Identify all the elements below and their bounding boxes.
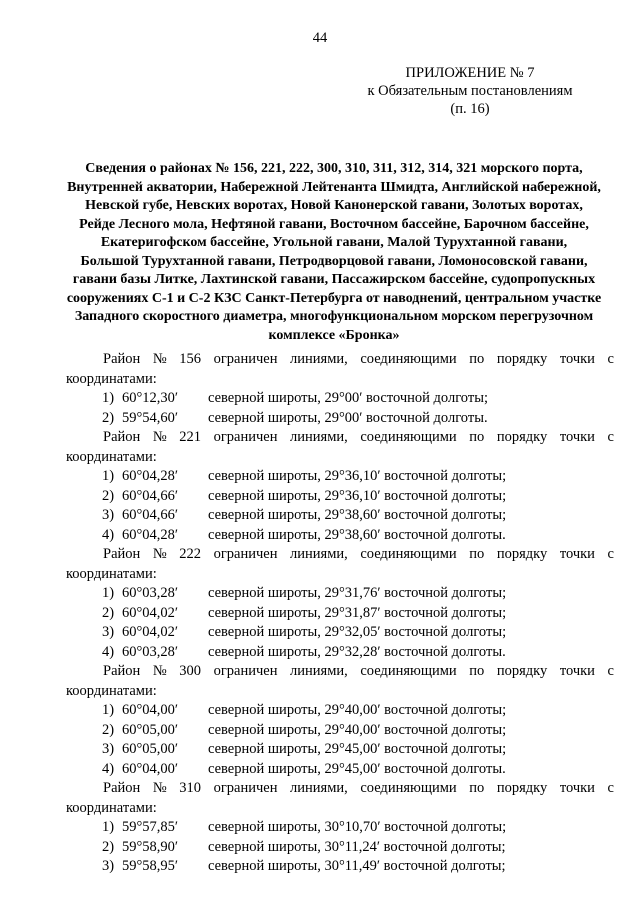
region-intro [66, 779, 614, 799]
region-label: Район [103, 351, 141, 367]
appendix-title: ПРИЛОЖЕНИЕ № 7 [405, 65, 535, 81]
intro-word: ограничен [213, 429, 278, 445]
region-sign: № [152, 663, 167, 679]
appendix-clause: (п. 16) [450, 101, 490, 117]
coordinate-point [66, 760, 614, 780]
point-number: 2) [102, 487, 115, 504]
point-number: 3) [102, 741, 115, 757]
intro-continuation: координатами: [66, 370, 157, 387]
intro-continuation: координатами: [66, 799, 157, 816]
intro-word: линиями, [290, 780, 348, 796]
title-line: гавани базы Литке, Лахтинской гавани, Пассажирском бассейне, судопропускных [72, 272, 596, 287]
point-number: 2) [102, 604, 115, 621]
page-number: 44 [312, 30, 328, 46]
point-number: 2) [102, 838, 115, 855]
intro-word: с [607, 780, 614, 796]
coordinate-point [66, 740, 614, 760]
region-intro [66, 350, 614, 370]
point-latitude: 60°04,00′ [122, 760, 179, 777]
intro-word: порядку [496, 429, 548, 445]
point-number: 2) [102, 409, 115, 426]
coordinate-point [66, 467, 614, 487]
title-line: Сведения о районах № 156, 221, 222, 300, 310, 311, 312, 314, 321 морского порта, [85, 161, 583, 176]
region-label: Район [103, 780, 141, 796]
point-description: северной широты, 29°36,10′ восточной долготы; [208, 487, 507, 504]
title-line: комплексе «Бронка» [268, 327, 400, 343]
coordinate-point [66, 857, 614, 877]
title-line: Рейде Лесного мола, Нефтяной гавани, Восточном бассейне, Барочном бассейне, [79, 216, 589, 232]
point-latitude: 59°57,85′ [122, 819, 179, 835]
point-number: 1) [102, 702, 115, 718]
intro-word: по [469, 429, 485, 445]
coordinate-point [66, 604, 614, 624]
intro-word: линиями, [290, 546, 348, 562]
intro-word: соединяющими [360, 351, 457, 367]
coordinate-point [66, 643, 614, 663]
intro-word: соединяющими [360, 663, 457, 679]
title-line: Большой Турухтанной гавани, Петродворцовой гавани, Ломоносовской гавани, [80, 253, 588, 269]
intro-word: ограничен [213, 351, 278, 367]
intro-word: по [469, 351, 485, 367]
point-description: северной широты, 30°10,70′ восточной долготы; [208, 819, 507, 835]
point-description: северной широты, 29°32,05′ восточной долготы; [208, 624, 507, 640]
region-intro [66, 662, 614, 682]
intro-word: по [469, 780, 485, 796]
point-description: северной широты, 29°36,10′ восточной долготы; [208, 468, 507, 484]
intro-word: соединяющими [360, 429, 457, 445]
point-description: северной широты, 29°31,76′ восточной долготы; [208, 585, 507, 601]
coordinate-point [66, 487, 614, 507]
intro-word: линиями, [290, 351, 348, 367]
region-label: Район [103, 429, 141, 445]
point-number: 1) [102, 468, 115, 484]
intro-word: ограничен [213, 663, 278, 679]
point-description: северной широты, 30°11,24′ восточной долготы; [208, 838, 506, 855]
coordinate-point [66, 838, 614, 858]
point-description: северной широты, 29°45,00′ восточной долготы. [208, 760, 506, 777]
point-latitude: 60°04,66′ [122, 507, 179, 523]
intro-continuation: координатами: [66, 448, 157, 465]
point-number: 1) [102, 585, 115, 601]
intro-word: с [607, 546, 614, 562]
region-number: 310 [179, 780, 201, 796]
coordinate-point [66, 584, 614, 604]
intro-word: точки [559, 780, 595, 796]
coordinate-point [66, 506, 614, 526]
intro-word: соединяющими [360, 780, 457, 796]
point-description: северной широты, 29°32,28′ восточной долготы. [208, 643, 506, 660]
point-number: 1) [102, 819, 115, 835]
region-number: 221 [179, 429, 201, 445]
point-latitude: 60°04,02′ [122, 604, 179, 621]
region-intro [66, 545, 614, 565]
region-intro [66, 428, 614, 448]
point-latitude: 60°03,28′ [122, 585, 179, 601]
point-latitude: 60°04,02′ [122, 624, 179, 640]
intro-word: по [469, 546, 485, 562]
title-line: Западного скоростного диаметра, многофункциональном морском перегрузочном [74, 309, 594, 324]
coordinate-point [66, 623, 614, 643]
point-description: северной широты, 29°40,00′ восточной долготы; [208, 721, 507, 738]
intro-continuation: координатами: [66, 682, 157, 699]
point-latitude: 59°58,95′ [122, 858, 179, 874]
appendix-header [350, 64, 590, 118]
intro-word: по [469, 663, 485, 679]
point-description: северной широты, 29°00′ восточной долготы. [208, 409, 488, 426]
intro-word: линиями, [290, 429, 348, 445]
region-sign: № [152, 780, 167, 796]
intro-word: с [607, 429, 614, 445]
intro-word: ограничен [213, 546, 278, 562]
intro-word: порядку [496, 351, 548, 367]
intro-word: точки [559, 351, 595, 367]
title-line: Екатеригофском бассейне, Угольной гавани, Малой Турухтанной гавани, [100, 235, 568, 250]
point-latitude: 60°05,00′ [122, 721, 179, 738]
intro-word: с [607, 663, 614, 679]
point-number: 4) [102, 526, 115, 543]
point-number: 3) [102, 858, 115, 874]
point-number: 1) [102, 390, 115, 406]
coordinate-point [66, 389, 614, 409]
coordinate-point [66, 721, 614, 741]
point-description: северной широты, 29°45,00′ восточной долготы; [208, 741, 507, 757]
intro-word: линиями, [290, 663, 348, 679]
intro-word: порядку [496, 663, 548, 679]
intro-word: точки [559, 663, 595, 679]
intro-word: точки [559, 429, 595, 445]
point-number: 4) [102, 760, 115, 777]
point-latitude: 60°04,28′ [122, 468, 179, 484]
appendix-subtitle: к Обязательным постановлениям [367, 83, 573, 99]
title-line: Внутренней акватории, Набережной Лейтенанта Шмидта, Английской набережной, [67, 179, 601, 195]
point-number: 3) [102, 624, 115, 640]
point-latitude: 60°04,66′ [122, 487, 179, 504]
point-number: 2) [102, 721, 115, 738]
coordinate-point [66, 526, 614, 546]
point-latitude: 59°58,90′ [122, 838, 179, 855]
region-label: Район [103, 663, 141, 679]
intro-word: точки [559, 546, 595, 562]
region-number: 156 [179, 351, 201, 367]
coordinate-point [66, 701, 614, 721]
point-description: северной широты, 29°31,87′ восточной долготы; [208, 604, 507, 621]
title-line: сооружениях С-1 и С-2 КЗС Санкт-Петербурга от наводнений, центральном участке [66, 290, 602, 306]
region-number: 300 [179, 663, 201, 679]
intro-word: соединяющими [360, 546, 457, 562]
point-number: 3) [102, 507, 115, 523]
region-sign: № [152, 546, 167, 562]
intro-word: порядку [496, 780, 548, 796]
point-description: северной широты, 29°00′ восточной долготы; [208, 390, 488, 406]
point-latitude: 60°05,00′ [122, 741, 179, 757]
document-title [56, 160, 612, 345]
intro-word: с [607, 351, 614, 367]
point-latitude: 59°54,60′ [122, 409, 179, 426]
coordinate-point [66, 409, 614, 429]
coordinate-point [66, 818, 614, 838]
region-number: 222 [179, 546, 201, 562]
point-latitude: 60°04,00′ [122, 702, 179, 718]
intro-word: порядку [496, 546, 548, 562]
title-line: Невской губе, Невских воротах, Новой Канонерской гавани, Золотых воротах, [85, 198, 583, 213]
point-description: северной широты, 29°38,60′ восточной долготы; [208, 507, 507, 523]
point-latitude: 60°12,30′ [122, 390, 179, 406]
point-number: 4) [102, 643, 115, 660]
intro-word: ограничен [213, 780, 278, 796]
intro-continuation: координатами: [66, 565, 157, 582]
region-sign: № [152, 351, 167, 367]
point-latitude: 60°03,28′ [122, 643, 179, 660]
region-label: Район [103, 546, 141, 562]
point-description: северной широты, 29°38,60′ восточной долготы. [208, 526, 506, 543]
regions-list [66, 350, 614, 877]
point-description: северной широты, 29°40,00′ восточной долготы; [208, 702, 507, 718]
region-sign: № [152, 429, 167, 445]
point-latitude: 60°04,28′ [122, 526, 179, 543]
point-description: северной широты, 30°11,49′ восточной долготы; [208, 858, 506, 874]
